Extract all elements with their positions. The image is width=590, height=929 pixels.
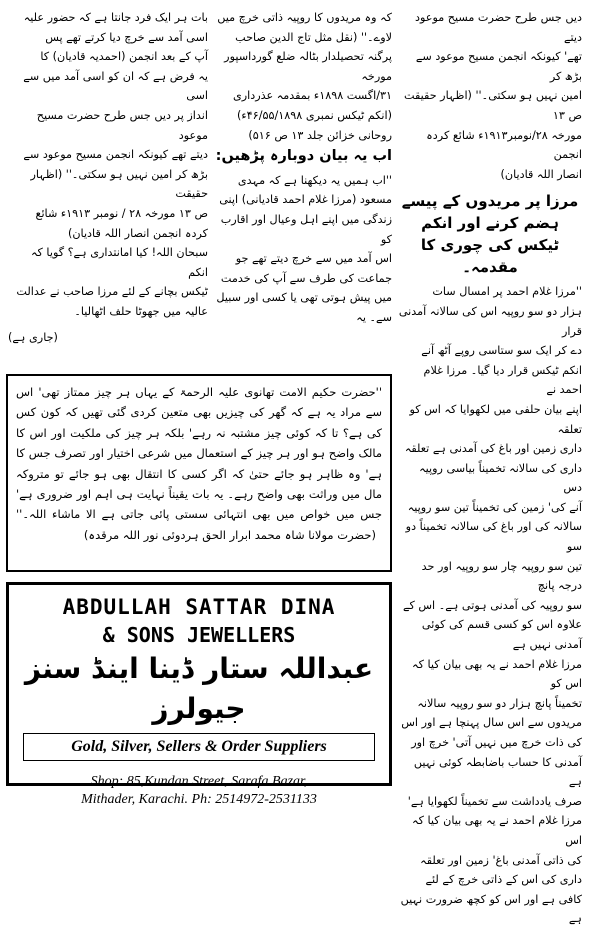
text-line: پرگنہ تحصیلدار بٹالہ ضلع گورداسپور مورخہ: [224, 50, 392, 83]
text-line: جماعت کی طرف سے آپ کی خدمت: [220, 271, 392, 285]
quote-box: [6, 374, 392, 572]
text-line: داری زمین اور باغ کی آمدنی ہے تعلقہ: [404, 442, 582, 456]
text-line: مریدوں سے اس سال پہنچا ہے اور اس: [401, 716, 582, 730]
text-line: اسی آمد سے خرچ دیا کرتے تھے پس: [45, 30, 208, 44]
text-line: روحانی خزائن جلد ۱۳ ص ۵۱۶): [248, 128, 392, 142]
text-line: بڑھ کر امین نہیں ہو سکتی۔'' (اظہار حقیقت: [30, 167, 208, 201]
text-line: انداز پر دیں جس طرح حضرت مسیح موعود: [36, 108, 208, 142]
text-line: ''اب ہمیں یہ دیکھنا ہے کہ مہدی: [237, 173, 392, 187]
text-line: کردہ انجمن انصار اللہ قادیان): [67, 226, 208, 240]
text-line: علاوہ اس کو کسی قسم کی کوئی آمدنی نہیں ہے: [421, 618, 582, 652]
quote-text: ''حضرت حکیم الامت تھانوی علیہ الرحمۃ کے یہاں ہر چیز ممتاز تھی' اس سے مراد یہ ہے کہ گھر کی چیزیں بھی متعین کردی گئی تھیں کہ کون کس کی ہے؟ تا کہ کوئی چیز مشتبہ نہ رہے' بلکہ ہر چیز کی ملکیت اور اس کا مالک واضح ہو اور ہر چیز کے استعمال میں شرعی اختیار اور تصرف جس کا ہے' وہ ظاہر ہو جائے حتیٰ کہ اگر کسی کا انتقال بھی ہو جائے تو متروکہ مال میں وراثت بھی واضح رہے۔ یہ بات یقیناً نہایت ہی اہم اور ضروری ہے' جس میں خواص میں بھی انتہائی سستی پائی جاتی ہے الا ماشاء اللہ۔'': [16, 385, 382, 522]
text-line: اپنے بیان حلفی میں لکھوایا کہ اس کو تعلقہ: [409, 402, 582, 436]
text-line: مورخہ ۲۸/نومبر۱۹۱۳ء شائع کردہ انجمن: [426, 128, 582, 162]
text-line: دے کر ایک سو ستاسی روپے آٹھ آنے: [421, 344, 582, 358]
text-line: سبحان اللہ! کیا امانتداری ہے؟ گویا کہ انکم: [30, 246, 208, 279]
text-line: مرزا غلام احمد نے یہ بھی بیان کیا کہ اس: [412, 814, 582, 847]
left-column: [8, 8, 208, 366]
text-line: زندگی میں اپنے اہل وعیال اور اقارب کو: [220, 212, 392, 246]
middle-column: [212, 8, 392, 368]
text-line: تخمیناً پانچ ہزار دو سو روپیہ سالانہ: [417, 696, 582, 710]
ad-business-subname: & SONS JEWELLERS: [102, 623, 296, 647]
text-line: صرف یادداشت سے تخمیناً لکھوایا ہے': [407, 794, 582, 808]
text-line: آمدنی کا حساب باضابطہ کوئی نہیں ہے: [413, 755, 582, 789]
text-line: تین سو روپیہ چار سو روپیہ اور حد درجہ پانچ: [421, 559, 582, 593]
ad-urdu-name: عبداللہ ستار ڈینا اینڈ سنز جیولرز: [24, 652, 374, 725]
ad-address-line: Shop: 85,Kundan Street, Sarafa Bazar,: [90, 774, 308, 789]
right-column: [398, 8, 582, 926]
text-line: کہ وہ مریدوں کا روپیہ ذاتی خرچ میں: [217, 11, 392, 24]
ad-tagline: Gold, Silver, Sellers & Order Suppliers: [23, 733, 375, 761]
ad-address-phone: Mithader, Karachi. Ph: 2514972-2531133: [81, 792, 317, 807]
text-line: ٹیکس بچانے کے لئے مرزا صاحب نے عدالت: [16, 285, 208, 299]
text-line: انکم ٹیکس قرار دیا گیا۔ مرزا غلام احمد نے: [423, 363, 582, 397]
text-line: اس آمد میں سے خرچ دیتے تھے جو: [235, 252, 392, 266]
text-line: تھے' کیونکہ انجمن مسیح موعود سے بڑھ کر: [415, 50, 582, 83]
text-line: کی ذات خرچ میں نہیں آتی' خرچ اور: [411, 736, 582, 749]
article-headline: مرزا پر مریدوں کے پیسے ہضم کرنے اور انکم ٹیکس کی چوری کا مقدمہ۔: [401, 192, 579, 277]
text-line: مسعود (مرزا غلام احمد قادیانی) اپنی: [219, 193, 392, 207]
text-line: میں پیش ہوتی تھی یا کسی اور سبیل سے۔ یہ: [216, 291, 392, 324]
text-line: سالانہ کی اور باغ کی سالانہ تخمیناً دو سو: [405, 520, 582, 554]
text-line: انصار اللہ قادیان): [500, 167, 582, 181]
text-line: آنے کی' زمین کی تخمیناً تین سو روپیہ: [407, 500, 582, 514]
text-line: دیتے تھے کیونکہ انجمن مسیح موعود سے: [23, 148, 208, 162]
section-subheading: اب یہ بیان دوبارہ پڑھیں:: [215, 148, 392, 165]
text-line: ''مرزا غلام احمد پر امسال سات: [432, 285, 582, 299]
quote-attribution: (حضرت مولانا شاہ محمد ابرار الحق ہردوئی نور اللہ مرقدہ): [83, 527, 376, 542]
text-line: (انکم ٹیکس نمبری ۴۶/۵۵/۱۸۹۸ء): [237, 108, 392, 122]
text-line: یہ فرض ہے کہ ان کو اسی آمد میں سے اسی: [23, 69, 208, 103]
text-line: سو روپیہ کی آمدنی ہوتی ہے۔ اس کے: [402, 598, 582, 612]
text-line: کی ذاتی آمدنی باغ' زمین اور تعلقہ: [420, 853, 582, 867]
text-line: داری کی اس کے ذاتی خرچ کے لئے: [425, 873, 582, 887]
text-line: مرزا غلام احمد نے یہ بھی بیان کیا کہ اس کو: [412, 657, 582, 691]
text-line: عالیہ میں جھوٹا حلف اٹھالیا۔: [74, 304, 208, 318]
text-line: دیں جس طرح حضرت مسیح موعود دیتے: [415, 11, 582, 44]
text-line: ص ۱۳ مورخہ ۲۸ / نومبر ۱۹۱۳ء شائع: [35, 206, 208, 220]
text-line: ہزار دو سو روپیہ اس کی سالانہ آمدنی قرار: [398, 304, 582, 338]
text-line: کافی ہے اور اس کو کچھ ضرورت نہیں ہے: [400, 892, 582, 926]
text-line: بات ہر ایک فرد جانتا ہے کہ حضور علیہ: [23, 11, 208, 24]
ad-business-name: ABDULLAH SATTAR DINA: [62, 595, 336, 619]
text-line: امین نہیں ہو سکتی۔'' (اظہار حقیقت ص ۱۳: [404, 89, 582, 122]
text-line: ۳۱/اگست ۱۸۹۸ء بمقدمہ عذرداری: [232, 89, 392, 103]
text-line: داری کی سالانہ تخمیناً بیاسی روپیہ دس: [419, 461, 582, 495]
jeweller-advertisement: [6, 582, 392, 807]
text-line: لاوے۔'' (نقل مثل تاج الدین صاحب: [235, 30, 392, 44]
text-line: آپ کے بعد انجمن (احمدیہ قادیان) کا: [40, 50, 208, 64]
continued-note: (جاری ہے): [8, 330, 58, 344]
